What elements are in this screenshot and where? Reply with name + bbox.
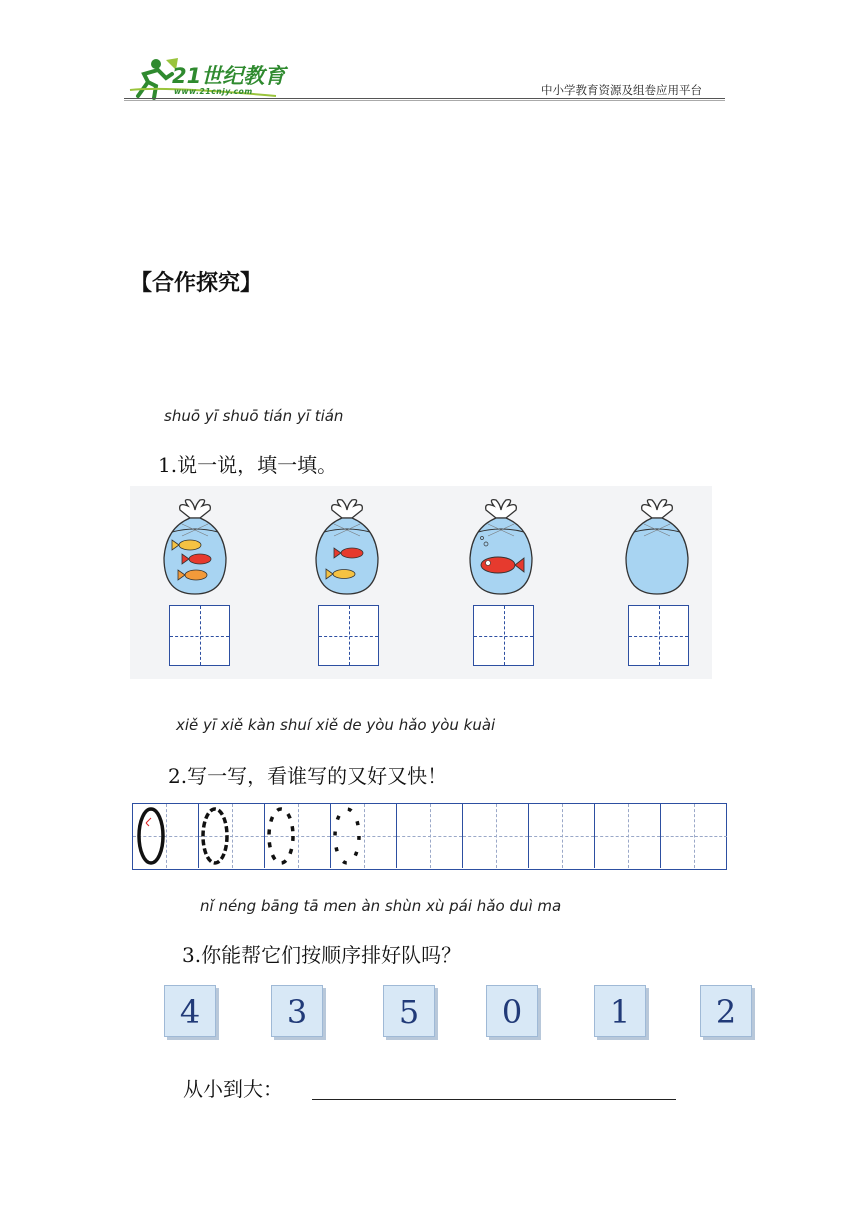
number-card[interactable]: 5 [383, 985, 435, 1037]
answer-line[interactable] [312, 1099, 676, 1100]
writing-cell-5[interactable] [397, 804, 463, 868]
writing-cell-8[interactable] [595, 804, 661, 868]
header-divider [124, 98, 725, 99]
writing-cell-6[interactable] [463, 804, 529, 868]
q3-text: 3.你能帮它们按顺序排好队吗？ [182, 943, 462, 967]
writing-cell-3[interactable] [265, 804, 331, 868]
q1-text: 1.说一说，填一填。 [158, 453, 338, 477]
logo-url: www.21cnjy.com [174, 87, 253, 96]
q2-pinyin: xiě yī xiě kàn shuí xiě de yòu hǎo yòu kuài [176, 716, 496, 734]
fish-bag-3 [160, 498, 230, 596]
zero-example-glyph [135, 806, 167, 866]
writing-cell-2[interactable] [199, 804, 265, 868]
answer-box-1[interactable] [169, 605, 230, 666]
number-card[interactable]: 1 [594, 985, 646, 1037]
fish-bag-1 [466, 498, 536, 596]
zero-trace-glyph-sparse [265, 806, 297, 866]
order-label: 从小到大： [183, 1077, 283, 1101]
number-card[interactable]: 2 [700, 985, 752, 1037]
site-name: 中小学教育资源及组卷应用平台 [541, 83, 702, 97]
answer-box-3[interactable] [473, 605, 534, 666]
section-title: 【合作探究】 [130, 270, 263, 296]
answer-box-2[interactable] [318, 605, 379, 666]
fish-bag-0 [622, 498, 692, 596]
writing-cell-7[interactable] [529, 804, 595, 868]
writing-cell-4[interactable] [331, 804, 397, 868]
number-card[interactable]: 0 [486, 985, 538, 1037]
writing-grid [132, 803, 727, 870]
answer-box-4[interactable] [628, 605, 689, 666]
header-divider-thin [124, 100, 725, 101]
q1-pinyin: shuō yī shuō tián yī tián [164, 407, 344, 425]
q3-pinyin: nǐ néng bāng tā men àn shùn xù pái hǎo duì ma [200, 897, 562, 915]
fish-bag-panel [130, 486, 712, 679]
writing-cell-9[interactable] [661, 804, 727, 868]
number-card[interactable]: 3 [271, 985, 323, 1037]
zero-trace-glyph-dots [331, 806, 363, 866]
number-card[interactable]: 4 [164, 985, 216, 1037]
writing-cell-1[interactable] [133, 804, 199, 868]
zero-trace-glyph [199, 806, 231, 866]
logo-text: 21世纪教育 [172, 64, 286, 88]
q2-text: 2.写一写，看谁写的又好又快！ [168, 764, 448, 788]
fish-bag-2 [312, 498, 382, 596]
